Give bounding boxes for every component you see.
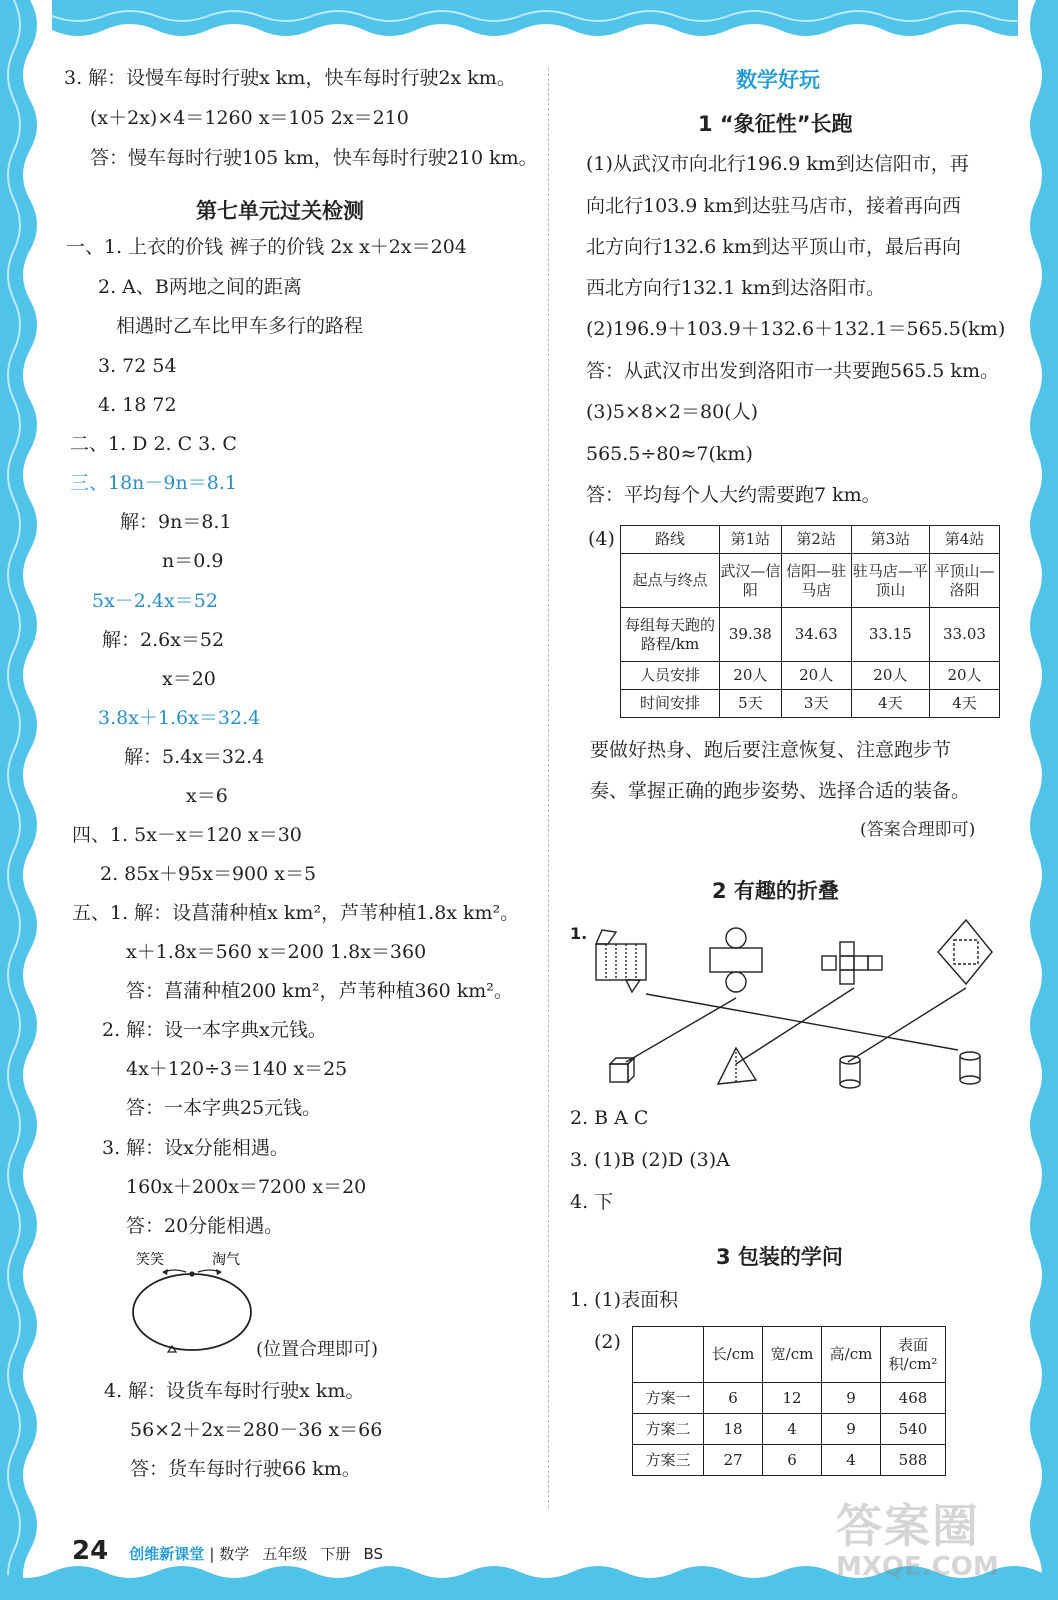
answer-line: 二、1. D 2. C 3. C xyxy=(70,433,237,455)
answer-line: x＝6 xyxy=(186,785,228,807)
table-header: 长/cm xyxy=(704,1327,763,1383)
table-cell: 33.03 xyxy=(929,608,999,662)
page-number: 24 xyxy=(72,1536,109,1566)
answer-line: (3)5×8×2＝80(人) xyxy=(586,401,759,423)
meeting-ellipse-diagram xyxy=(128,1250,258,1356)
answer-line: (x＋2x)×4＝1260 x＝105 2x＝210 xyxy=(90,107,409,129)
table-cell: 方案一 xyxy=(633,1383,704,1414)
table-header: 路线 xyxy=(621,526,720,554)
answer-line: (2) xyxy=(594,1331,621,1353)
table-cell: 20人 xyxy=(929,662,999,690)
section-heading: 第七单元过关检测 xyxy=(196,199,364,223)
wavy-frame-right xyxy=(1018,0,1058,1600)
diagram-label-right: 淘气 xyxy=(212,1252,240,1268)
answer-line: (1)从武汉市向北行196.9 km到达信阳市，再 xyxy=(586,153,969,175)
answer-line: 4. 18 72 xyxy=(98,394,177,416)
table-cell: 9 xyxy=(822,1414,881,1445)
table-cell: 34.63 xyxy=(781,608,851,662)
table-cell: 3天 xyxy=(781,690,851,718)
equation: 三、18n－9n＝8.1 xyxy=(70,472,237,494)
table-header: 第1站 xyxy=(720,526,782,554)
answer-line: 2. A、B两地之间的距离 xyxy=(98,276,302,298)
table-cell: 信阳—驻马店 xyxy=(781,554,851,608)
answer-line: 五、1. 解：设菖蒲种植x km²，芦苇种植1.8x km²。 xyxy=(72,902,520,924)
table-header: 第4站 xyxy=(929,526,999,554)
term: 下册 xyxy=(320,1545,351,1563)
column-divider xyxy=(548,68,549,1508)
table-cell: 4 xyxy=(763,1414,822,1445)
answer-line: 答：一本字典25元钱。 xyxy=(126,1097,322,1119)
topic-heading: 1 “象征性”长跑 xyxy=(698,112,853,136)
table-cell: 588 xyxy=(881,1445,946,1476)
table-cell: 时间安排 xyxy=(621,690,720,718)
answer-line: 3. 解：设慢车每时行驶x km，快车每时行驶2x km。 xyxy=(64,67,516,89)
table-header: 表面积/cm² xyxy=(881,1327,946,1383)
table-cell: 20人 xyxy=(781,662,851,690)
table-cell: 4天 xyxy=(929,690,999,718)
table-cell: 6 xyxy=(704,1383,763,1414)
table-cell: 人员安排 xyxy=(621,662,720,690)
answer-line: 相遇时乙车比甲车多行的路程 xyxy=(116,315,364,337)
answer-line: 4. 解：设货车每时行驶x km。 xyxy=(104,1380,365,1402)
table-cell: 武汉—信阳 xyxy=(720,554,782,608)
watermark-domain: MXQE.COM xyxy=(836,1552,999,1582)
table-cell: 驻马店—平顶山 xyxy=(851,554,929,608)
answer-line: n＝0.9 xyxy=(162,550,224,572)
answer-line: 56×2＋2x＝280－36 x＝66 xyxy=(130,1419,383,1441)
table-cell: 33.15 xyxy=(851,608,929,662)
subject: | 数学 xyxy=(209,1545,250,1563)
table-cell: 方案三 xyxy=(633,1445,704,1476)
table-header: 宽/cm xyxy=(763,1327,822,1383)
equation: 5x－2.4x＝52 xyxy=(92,590,218,612)
topic-heading: 2 有趣的折叠 xyxy=(712,879,839,903)
answer-line: 奏、掌握正确的跑步姿势、选择合适的装备。 xyxy=(590,780,971,802)
answer-line: 2. 85x＋95x＝900 x＝5 xyxy=(100,863,317,885)
answer-line: 要做好热身、跑后要注意恢复、注意跑步节 xyxy=(590,739,952,761)
question-number: 1. xyxy=(570,924,588,943)
answer-line: (2)196.9＋103.9＋132.6＋132.1＝565.5(km) xyxy=(586,318,1006,340)
answer-line: 答：慢车每时行驶105 km，快车每时行驶210 km。 xyxy=(90,147,538,169)
answer-line: 北方向行132.6 km到达平顶山市，最后再向 xyxy=(586,236,961,258)
answer-line: 565.5÷80≈7(km) xyxy=(586,443,753,465)
answer-line: 答：货车每时行驶66 km。 xyxy=(130,1458,361,1480)
wavy-frame-top xyxy=(0,0,1058,44)
table-header: 第3站 xyxy=(851,526,929,554)
answer-line: 3. 72 54 xyxy=(98,355,177,377)
table-cell: 9 xyxy=(822,1383,881,1414)
watermark-text: 答案圈 xyxy=(836,1499,980,1553)
answer-line: 答：平均每个人大约需要跑7 km。 xyxy=(586,484,881,506)
page-footer xyxy=(72,1536,383,1566)
answer-line: 四、1. 5x－x＝120 x＝30 xyxy=(72,824,302,846)
table-cell: 方案二 xyxy=(633,1414,704,1445)
table-cell: 20人 xyxy=(720,662,782,690)
table-cell: 4天 xyxy=(851,690,929,718)
running-plan-table xyxy=(620,525,1000,718)
watermark-logo xyxy=(836,1490,1036,1586)
answer-line: 3. (1)B (2)D (3)A xyxy=(570,1149,730,1171)
table-cell: 12 xyxy=(763,1383,822,1414)
answer-line: 西北方向行132.1 km到达洛阳市。 xyxy=(586,277,885,299)
answer-line: 4. 下 xyxy=(570,1191,614,1213)
equation: 3.8x＋1.6x＝32.4 xyxy=(98,707,261,729)
table-cell: 4 xyxy=(822,1445,881,1476)
answer-line: 160x＋200x＝7200 x＝20 xyxy=(126,1176,367,1198)
grade: 五年级 xyxy=(262,1545,308,1563)
answer-line: 2. B A C xyxy=(570,1107,649,1129)
answer-line: 1. (1)表面积 xyxy=(570,1289,679,1311)
table-cell: 平顶山—洛阳 xyxy=(929,554,999,608)
answer-line: x＝20 xyxy=(162,668,216,690)
topic-heading: 3 包装的学问 xyxy=(716,1245,843,1269)
packaging-table xyxy=(632,1326,946,1476)
table-header: 高/cm xyxy=(822,1327,881,1383)
answer-line: 答：20分能相遇。 xyxy=(126,1215,284,1237)
table-cell: 18 xyxy=(704,1414,763,1445)
diagram-label-left: 笑笑 xyxy=(136,1252,164,1268)
answer-line: 解：5.4x＝32.4 xyxy=(124,746,265,768)
table-cell: 27 xyxy=(704,1445,763,1476)
table-cell: 20人 xyxy=(851,662,929,690)
answer-line: 向北行103.9 km到达驻马店市，接着再向西 xyxy=(586,195,961,217)
answer-line: 2. 解：设一本字典x元钱。 xyxy=(102,1019,327,1041)
table-header xyxy=(633,1327,704,1383)
answer-line: 一、1. 上衣的价钱 裤子的价钱 2x x＋2x＝204 xyxy=(66,236,467,258)
section-title: 数学好玩 xyxy=(736,68,820,92)
answer-line: x＋1.8x＝560 x＝200 1.8x＝360 xyxy=(126,941,427,963)
table-cell: 起点与终点 xyxy=(621,554,720,608)
folding-matching-diagram xyxy=(586,914,1006,1094)
wavy-frame-left xyxy=(0,0,52,1600)
answer-line: 解：9n＝8.1 xyxy=(120,511,232,533)
table-cell: 6 xyxy=(763,1445,822,1476)
table-cell: 5天 xyxy=(720,690,782,718)
answer-line: 答：从武汉市出发到洛阳市一共要跑565.5 km。 xyxy=(586,360,999,382)
answer-line: 解：2.6x＝52 xyxy=(102,629,225,651)
answer-line: 3. 解：设x分能相遇。 xyxy=(102,1137,289,1159)
answer-line: 答：菖蒲种植200 km²，芦苇种植360 km²。 xyxy=(126,980,513,1002)
note: (答案合理即可) xyxy=(860,820,976,840)
answer-line: (4) xyxy=(588,528,615,550)
answer-line: 4x＋120÷3＝140 x＝25 xyxy=(126,1058,348,1080)
brand-name: 创维新课堂 xyxy=(129,1545,205,1563)
table-header: 第2站 xyxy=(781,526,851,554)
table-cell: 468 xyxy=(881,1383,946,1414)
edition: BS xyxy=(363,1545,384,1563)
note: (位置合理即可) xyxy=(256,1339,379,1360)
table-cell: 39.38 xyxy=(720,608,782,662)
table-cell: 每组每天跑的路程/km xyxy=(621,608,720,662)
table-cell: 540 xyxy=(881,1414,946,1445)
